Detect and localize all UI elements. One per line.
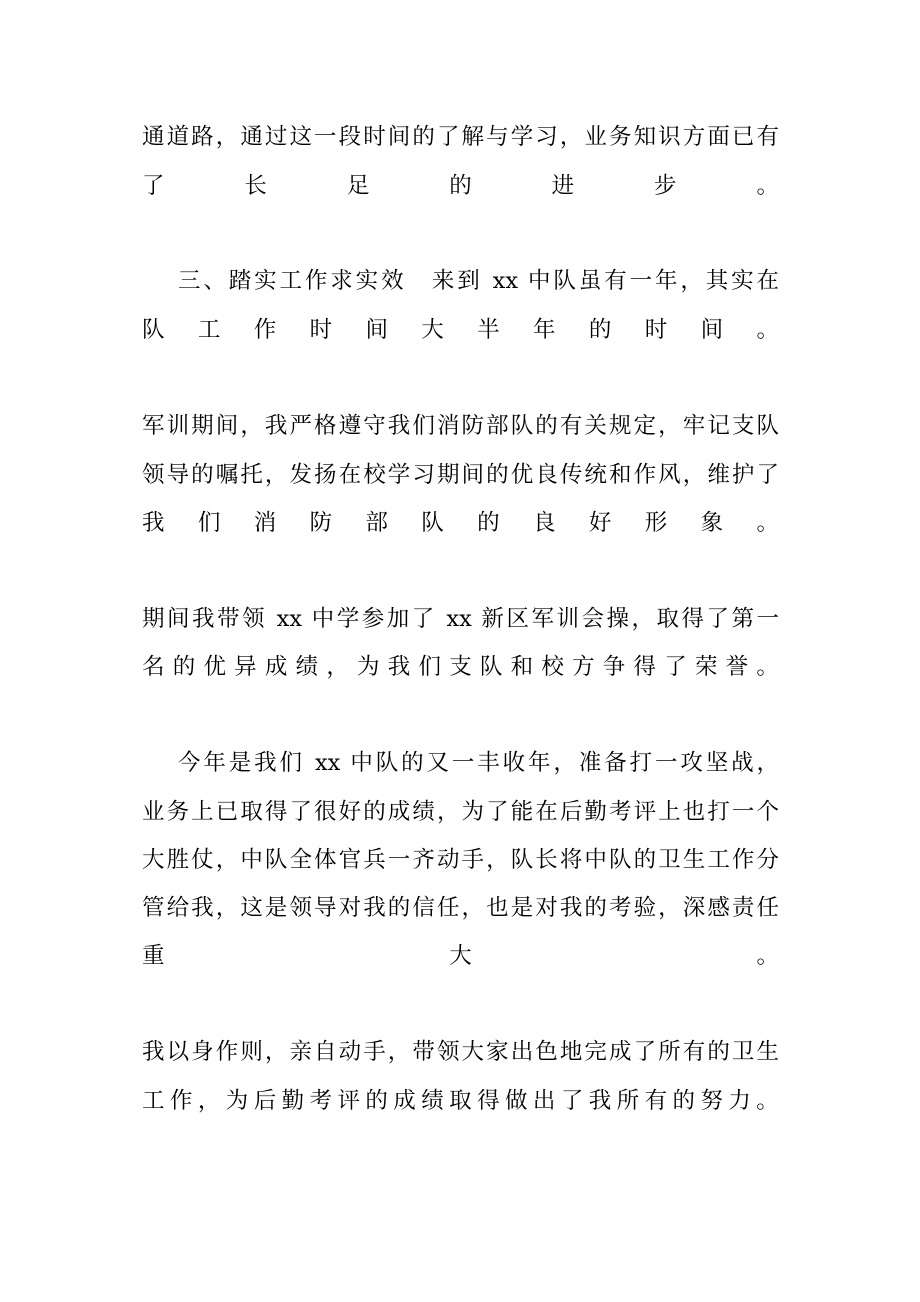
text-line: 我以身作则，亲自动手，带领大家出色地完成了所有的卫生 <box>142 1039 779 1065</box>
text-char: ， <box>326 654 349 680</box>
text-char: 荣 <box>694 654 718 680</box>
text-char: 形 <box>644 510 668 536</box>
text-char: 的 <box>588 317 612 343</box>
text-line <box>142 170 779 202</box>
text-char: 勤 <box>281 1088 305 1114</box>
text-line-content <box>142 170 779 202</box>
text-line <box>142 1085 779 1117</box>
text-char: 好 <box>588 510 612 536</box>
text-char: 绩 <box>421 1088 444 1114</box>
text-char: 我 <box>142 510 165 536</box>
text-line-content <box>142 1085 779 1117</box>
text-line: 业务上已取得了很好的成绩，为了能在后勤考评上也打一个 <box>142 799 779 825</box>
text-char: 时 <box>309 317 333 343</box>
text-char: 们 <box>197 510 221 536</box>
text-line: 军训期间，我严格遵守我们消防部队的有关规定，牢记支队 <box>142 413 779 439</box>
text-char: 步 <box>654 173 677 199</box>
text-char: 长 <box>244 173 267 199</box>
text-line: 三、踏实工作求实效 来到 xx 中队虽有一年，其实在 <box>178 268 779 294</box>
text-line: 大胜仗，中队全体官兵一齐动手，队长将中队的卫生工作分 <box>142 847 779 873</box>
text-char: 进 <box>551 173 575 199</box>
text-char: 工 <box>142 1088 165 1114</box>
text-char: 方 <box>572 654 595 680</box>
text-char: 支 <box>449 654 472 680</box>
text-char: 部 <box>365 510 388 536</box>
text-char: 重 <box>142 943 165 969</box>
text-char: 。 <box>756 943 779 969</box>
text-char: 优 <box>203 654 226 680</box>
text-char: 的 <box>365 1088 388 1114</box>
text-char: 间 <box>365 317 388 343</box>
text-char: 半 <box>477 317 500 343</box>
text-line: 今年是我们 xx 中队的又一丰收年，准备打一攻坚战， <box>178 750 779 776</box>
text-char: 们 <box>418 654 441 680</box>
text-char: 我 <box>588 1088 612 1114</box>
text-char: 良 <box>533 510 556 536</box>
text-char: 取 <box>449 1088 472 1114</box>
text-char: 和 <box>510 654 534 680</box>
text-char: 的 <box>449 173 472 199</box>
text-char: 校 <box>541 654 564 680</box>
text-char: 做 <box>504 1088 528 1114</box>
text-char: 评 <box>337 1088 360 1114</box>
text-char: 名 <box>142 654 165 680</box>
text-line: 管给我，这是领导对我的信任，也是对我的考验，深感责任 <box>142 895 779 921</box>
text-line: 通道路，通过这一段时间的了解与学习，业务知识方面已有 <box>142 124 779 150</box>
text-char: ， <box>197 1088 221 1114</box>
text-char: 努 <box>700 1088 723 1114</box>
text-char: 争 <box>602 654 626 680</box>
text-char: 成 <box>393 1088 416 1114</box>
text-char: 考 <box>309 1088 333 1114</box>
text-char: 誉 <box>725 654 749 680</box>
text-char: 了 <box>142 173 165 199</box>
text-char: 足 <box>346 173 370 199</box>
text-line-content <box>142 940 779 972</box>
text-line <box>142 940 779 972</box>
text-char: 时 <box>644 317 668 343</box>
text-char: 。 <box>756 317 779 343</box>
text-line <box>142 651 779 683</box>
text-line: 领导的嘱托，发扬在校学习期间的优良传统和作风，维护了 <box>142 462 779 488</box>
text-char: 间 <box>700 317 724 343</box>
text-char: 队 <box>479 654 503 680</box>
text-char: 作 <box>253 317 277 343</box>
text-char: 的 <box>477 510 500 536</box>
text-char: 的 <box>172 654 196 680</box>
text-line-content <box>142 651 779 683</box>
text-char: 队 <box>142 317 165 343</box>
text-char: 绩 <box>295 654 319 680</box>
text-char: 大 <box>449 943 472 969</box>
text-char: 有 <box>644 1088 668 1114</box>
text-line <box>142 314 779 346</box>
text-char: 得 <box>477 1088 500 1114</box>
text-char: 年 <box>533 317 556 343</box>
text-char: 为 <box>225 1088 249 1114</box>
text-char: 我 <box>387 654 411 680</box>
text-line: 期间我带领 xx 中学参加了 xx 新区军训会操，取得了第一 <box>142 606 779 632</box>
text-char: 消 <box>253 510 277 536</box>
text-char: 出 <box>532 1088 556 1114</box>
text-char: 了 <box>664 654 687 680</box>
text-char: 。 <box>756 173 779 199</box>
text-char: 成 <box>264 654 288 680</box>
text-char: 。 <box>756 1088 779 1114</box>
text-char: 所 <box>616 1088 640 1114</box>
text-char: 的 <box>672 1088 696 1114</box>
text-char: 为 <box>357 654 380 680</box>
text-line <box>142 507 779 539</box>
text-char: 队 <box>421 510 444 536</box>
text-char: 。 <box>756 510 779 536</box>
text-char: 大 <box>421 317 444 343</box>
text-line-content <box>142 507 779 539</box>
text-char: 。 <box>756 654 779 680</box>
text-char: 作 <box>169 1088 193 1114</box>
text-char: 后 <box>253 1088 277 1114</box>
text-char: 工 <box>197 317 221 343</box>
text-char: 防 <box>309 510 333 536</box>
text-char: 力 <box>728 1088 751 1114</box>
text-char: 象 <box>700 510 724 536</box>
text-char: 了 <box>560 1088 584 1114</box>
text-char: 异 <box>234 654 257 680</box>
text-line-content <box>142 314 779 346</box>
text-char: 得 <box>633 654 657 680</box>
